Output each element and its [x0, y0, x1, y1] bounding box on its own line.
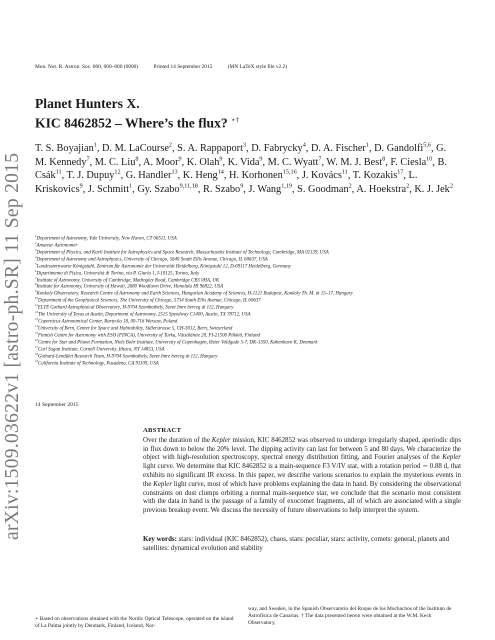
affiliation-item: [35, 330, 465, 340]
author: [126, 170, 178, 181]
affiliation-item: [35, 358, 465, 368]
affiliation-item: [35, 344, 465, 354]
affiliation-item: [35, 268, 465, 278]
author: [143, 157, 182, 168]
affiliation-number: 13: [35, 317, 38, 322]
affiliation-item: [35, 275, 465, 285]
author: [95, 157, 139, 168]
affiliation-number: 16: [35, 337, 38, 342]
affiliation-item: [35, 240, 465, 250]
author-affiliation-number: 15,16: [282, 168, 297, 176]
author: [35, 143, 97, 154]
affiliation-text: Institute for Astronomy, University of Hawaii, 2680 Woodlawn Drive, Honolulu HI 96822, USA: [36, 285, 224, 291]
author-affiliation-number: 5,6: [423, 141, 432, 149]
author-affiliation-number: 1,19: [281, 182, 292, 190]
author: [353, 170, 404, 181]
author-affiliation-number: 12: [114, 168, 121, 176]
author: [251, 143, 306, 154]
author-affiliation-number: 14: [217, 168, 224, 176]
author-name: K. Vida: [227, 156, 260, 168]
affiliation-text: Amateur Astronomer: [36, 243, 78, 249]
author-affiliation-number: 1: [93, 141, 97, 149]
author: [228, 157, 263, 168]
author: [297, 184, 352, 195]
affiliation-text: Copernicus Astronomical Center, Bartycka 18, 00-716 Warsaw, Poland: [37, 319, 178, 325]
author-affiliation-number: 1: [129, 182, 133, 190]
author-name: T. Kozakis: [352, 170, 398, 182]
affiliation-number: 5: [35, 261, 37, 266]
affiliation-item: [35, 261, 465, 271]
affiliation-item: [35, 323, 465, 333]
author-name: K. J. Jek: [414, 183, 450, 195]
author: [390, 157, 432, 168]
journal-citation: Mon. Not. R. Astron. Soc. 000, 000–000 (0000): [35, 64, 139, 70]
title-footnote-marks: ⋆†: [231, 116, 239, 124]
title-line-2: KIC 8462852 – Where’s the flux?: [35, 115, 228, 131]
author-affiliation-number: 3: [242, 141, 247, 149]
affiliation-text: Institute of Astronomy, University of Cambridge, Madingley Road, Cambridge CB3 0HA, UK: [36, 278, 220, 284]
author-affiliation-number: 2: [348, 182, 352, 190]
affiliation-number: 3: [35, 247, 37, 252]
author-name: D. A. Fischer: [310, 143, 366, 154]
affiliation-item: [35, 254, 465, 264]
author: [374, 143, 431, 154]
author-name: H. Korhonen: [229, 170, 283, 182]
affiliation-item: [35, 337, 465, 347]
keywords-label: Key words:: [143, 536, 177, 543]
author-name: R. Szabo: [203, 183, 241, 195]
author-affiliation-number: 8: [135, 155, 139, 163]
affiliation-number: 11: [35, 303, 38, 308]
author-name: J. Wang: [248, 183, 282, 195]
author-affiliation-number: 9,11,18: [179, 182, 198, 190]
author: [268, 157, 322, 168]
footnote-column-2: way, and Sweden, in the Spanish Observatorio del Roque de los Muchachos of the Instituto de Astrofísica de Canarias. † The data presented herein were obtained at the W.M. Keck Observatory,: [248, 606, 452, 626]
author-name: D. Gandolfi: [374, 143, 424, 154]
author-name: K. Heng: [182, 170, 218, 182]
abstract-block: [143, 427, 461, 516]
author: [248, 184, 292, 195]
affiliation-number: 14: [35, 323, 38, 328]
author: [311, 143, 369, 154]
affiliation-item: [35, 319, 465, 326]
author-name: T. S. Boyajian: [35, 143, 94, 154]
affiliation-number: 17: [35, 344, 38, 349]
affiliation-text: Finnish Centre for Astronomy with ESO (FINCA), University of Turku, Väisäläntie 20, FI-21500 Piikkiö, Finland: [37, 333, 260, 339]
author-affiliation-number: 13: [171, 168, 178, 176]
author-affiliation-number: 7: [318, 155, 322, 163]
affiliation-number: 19: [35, 358, 38, 363]
author-name: T. J. Dupuy: [66, 170, 115, 182]
author-name: B. Csák: [35, 156, 447, 182]
affiliation-item: [35, 351, 465, 361]
printed-date: Printed 14 September 2015: [153, 64, 213, 70]
author-name: J. Kovács: [301, 170, 342, 182]
keywords-text: stars: individual (KIC 8462852), chaos, stars: peculiar, stars: activity, comets: general, planets and satellites: dynamical evolution and stability: [143, 536, 450, 552]
author-affiliation-number: 9: [178, 155, 182, 163]
affiliation-text: Konkoly Observatory, Research Centre of Astronomy and Earth Sciences, Hungarian Academy of Sciences, H-1121 Budapest, Konkoly Th. M. út 15–17, Hungary: [36, 292, 353, 297]
title-line-1: Planet Hunters X.: [35, 96, 140, 111]
author-name: S. Goodman: [297, 183, 349, 195]
affiliation-text: The University of Texas at Austin, Department of Astronomy, 2515 Speedway C1400, Austin, TX 78712, USA: [37, 312, 251, 318]
author-name: D. Fabrycky: [251, 143, 303, 154]
author: [67, 170, 121, 181]
author: [414, 184, 453, 195]
style-file-note: (MN LaTeX style file v2.2): [227, 64, 288, 70]
affiliation-number: 15: [35, 330, 38, 335]
footnote-column-1: ⋆ Based on observations obtained with the Nordic Optical Telescope, operated on the island of La Palma jointly by Denmark, Finland, Iceland, Nor-: [35, 616, 234, 629]
author-name: S. A. Rappaport: [177, 143, 243, 154]
author-name: A. Moor: [143, 156, 179, 168]
author-name: L. Kriskovics: [35, 170, 418, 195]
author: [88, 184, 132, 195]
affiliation-number: 12: [35, 310, 38, 315]
author-name: A. Hoekstra: [356, 183, 407, 195]
author-affiliation-number: 17: [397, 168, 404, 176]
author-affiliation-number: 8: [382, 155, 386, 163]
author-name: M. C. Liu: [94, 156, 136, 168]
author-affiliation-number: 4: [302, 141, 306, 149]
author: [203, 184, 243, 195]
affiliation-text: Department of Astronomy and Astrophysics, University of Chicago, 5640 South Ellis Avenue, Chicago, IL 60637, USA: [36, 257, 268, 263]
abstract-heading: ABSTRACT: [143, 427, 182, 434]
author-affiliation-number: 9: [219, 155, 223, 163]
author-name: G. M. Kennedy: [35, 143, 447, 168]
author: [326, 157, 385, 168]
author-name: M. C. Wyatt: [267, 156, 319, 168]
author: [137, 184, 198, 195]
affiliation-number: 18: [35, 351, 38, 356]
affiliation-text: Dipartimento di Fisica, Università di Torino, via P. Giuria 1, I-10125, Torino, Italy: [36, 271, 200, 277]
affiliation-text: Carl Sagan Institute, Cornell University, Ithaca, NY 14853, USA: [37, 347, 165, 353]
author: [356, 184, 409, 195]
author-affiliation-number: 9: [79, 182, 83, 190]
author: [302, 170, 348, 181]
author-affiliation-number: 1: [365, 141, 369, 149]
author-affiliation-number: 7: [86, 155, 90, 163]
affiliation-number: 6: [35, 268, 37, 273]
author-name: G. Handler: [125, 170, 172, 182]
affiliation-number: 1: [35, 234, 37, 238]
received-date: 14 September 2015: [35, 402, 79, 408]
affiliation-number: 2: [35, 240, 37, 245]
author-affiliation-number: 2: [449, 182, 453, 190]
author-affiliation-number: 11: [55, 168, 62, 176]
author-affiliation-number: 9: [259, 155, 263, 163]
affiliation-text: Department of the Geophysical Sciences, The University of Chicago, 5734 South Ellis Avenue, Chicago, IL 60637: [37, 298, 261, 304]
author: [187, 157, 223, 168]
author-name: Gy. Szabo: [137, 183, 180, 195]
author: [229, 170, 297, 181]
author-affiliation-number: 10: [426, 155, 433, 163]
affiliation-list: [35, 236, 465, 368]
affiliation-text: California Institute of Technology, Pasadena, CA 91109, USA: [37, 361, 159, 367]
affiliation-item: [35, 247, 465, 257]
author-name: K. Olah: [186, 156, 220, 168]
affiliation-text: Department of Astronomy, Yale University, New Haven, CT 06511, USA: [36, 236, 177, 242]
affiliation-text: Department of Physics, and Kavli Institute for Astrophysics and Space Research, Massachusetts Institute of Technology, Cambridge, MA 02139, USA: [36, 250, 329, 256]
arxiv-identifier[interactable]: arXiv:1509.03622v1 [astro-ph.SR] 11 Sep 2015: [2, 152, 23, 540]
affiliation-item: [35, 236, 465, 243]
author-affiliation-number: 11: [341, 168, 348, 176]
keywords-block: [143, 536, 461, 554]
affiliation-text: Centre for Star and Planet Formation, Niels Bohr Institute, University of Copenhagen, Øster Voldgade 5-7, DK-1350, København K, Denmark: [37, 340, 318, 346]
affiliation-text: University of Bern, Center for Space and Habitability, Sidlerstrasse 5, CH-3012, Bern, Switzerland: [37, 326, 233, 332]
affiliation-number: 7: [35, 275, 37, 280]
author-name: D. M. LaCourse: [101, 143, 169, 154]
affiliation-text: ELTE Gothard Astrophysical Observatory, H-9704 Szombathely, Szent Imre herceg út 112, Hungary: [37, 305, 234, 311]
author-name: J. Schmitt: [87, 183, 130, 195]
affiliation-number: 4: [35, 254, 37, 259]
author: [183, 170, 224, 181]
author-affiliation-number: 2: [406, 182, 410, 190]
affiliation-text: Landessternwarte Königstuhl, Zentrum für Astronomie der Universität Heidelberg, Königstuhl 12, D-69117 Heidelberg, Germany: [36, 264, 291, 270]
abstract-text: Over the duration of the Kepler mission, KIC 8462852 was observed to undergo irregularly shaped, aperiodic dips in flux down to below the 20% level. The dipping activity can last for between 5 and 80 days. We characterize the object with high-resolution spectroscopy, spectral energy distribution fitting, and Fourier analyses of the Kepler light curve. We determine that KIC 8462852 is a main-sequence F3 V/IV star, with a rotation period ∼ 0.88 d, that exhibits no significant IR excess. In this paper, we describe various scenarios to explain the mysterious events in the Kepler light curve, most of which have problems explaining the data in hand. By considering the observational constraints on dust clumps orbiting a normal main-sequence star, we conclude that the scenario most consistent with the data in hand is the passage of a family of exocomet fragments, all of which are associated with a single previous breakup event. We discuss the necessity of future observations to help interpret the system.: [143, 436, 462, 515]
journal-header: [35, 64, 301, 70]
affiliation-number: 8: [35, 282, 37, 287]
author: [177, 143, 246, 154]
author: [102, 143, 172, 154]
author-name: W. M. J. Best: [326, 156, 383, 168]
author-list: T. S. Boyajian$^1$, D. M. LaCourse$^2$, S. A. Rappaport$^3$, D. Fabrycky$^4$, D. A. Fischer$^1$, D. Gandolfi$^{5,6}$, G. M. Kennedy$^7$, M. C. Liu$^8$, A. Moor$^9$, K. Olah$^9$, K. Vida$^9$, M. C. Wyatt$^7$, W. M. J. Best$^8$, F. Ciesla$^{10}$, B. Csák$^{11}$, T. J. Dupuy$^{12}$, G. Handler$^{13}$, K. Heng$^{14}$, H. Korhonen$^{15,16}$, J. Kovács$^{11}$, T. Kozakis$^{17}$, L. Kriskovics$^9$, J. Schmitt$^1$, Gy. Szabo$^{9,11,18}$, R. Szabo$^9$, J. Wang$^{1,19}$, S. Goodman$^2$, A. Hoekstra$^2$, K. J. Jek$^2$: [35, 141, 453, 195]
paper-title: [35, 96, 239, 132]
affiliation-number: 9: [35, 289, 37, 294]
affiliation-item: [35, 282, 465, 294]
affiliation-number: 10: [35, 296, 38, 301]
author-affiliation-number: 9: [240, 182, 244, 190]
author-name: F. Ciesla: [390, 156, 427, 168]
author-affiliation-number: 2: [168, 141, 172, 149]
affiliation-text: Gothard-Lendület Research Team, H-9704 Szombathely, Szent Imre herceg út 112, Hungary: [37, 354, 218, 360]
